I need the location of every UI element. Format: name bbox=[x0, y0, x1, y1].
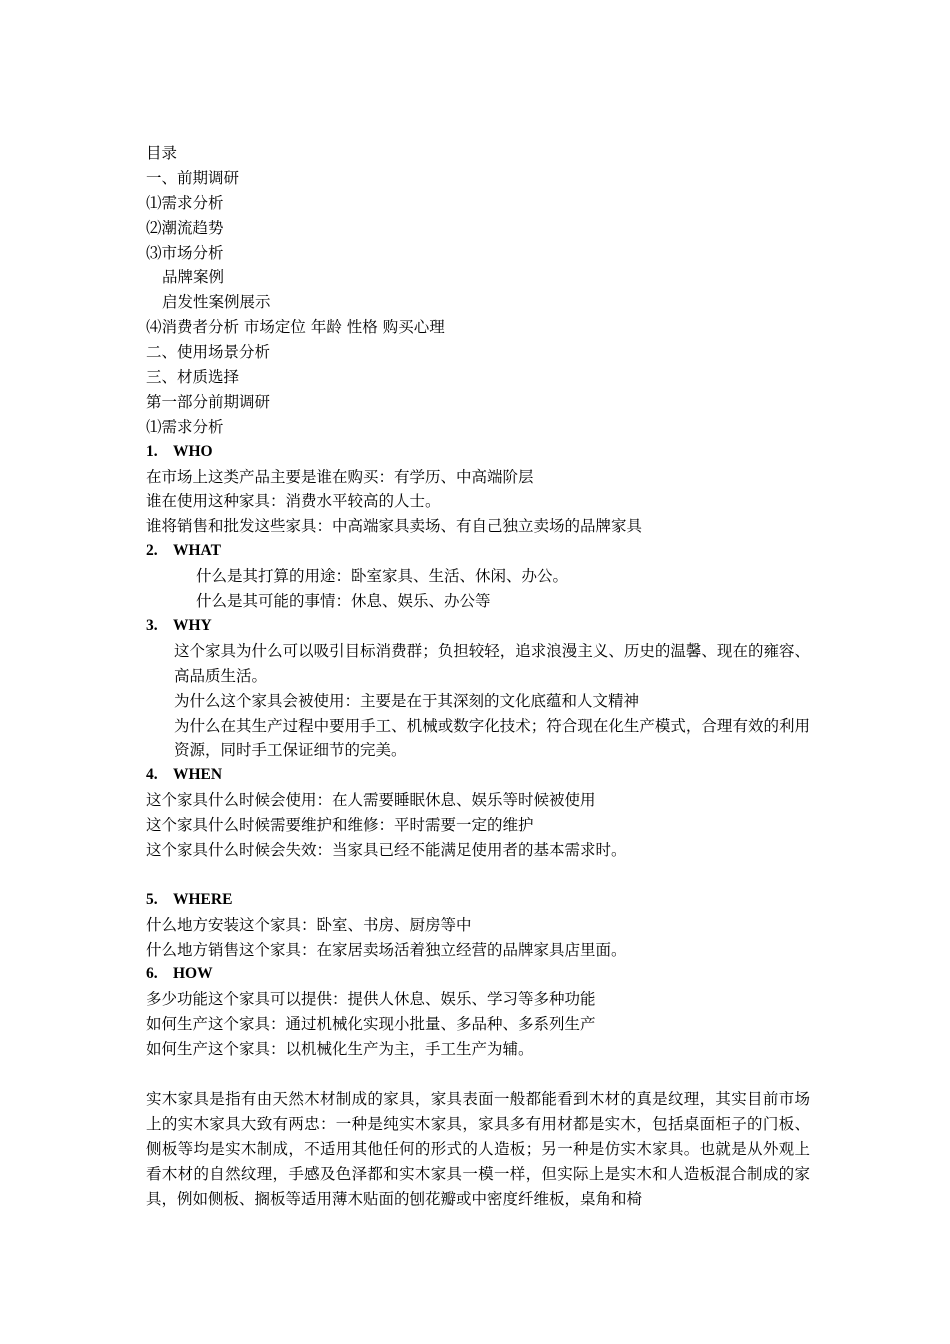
section-number: 2. bbox=[146, 542, 158, 560]
section-number: 3. bbox=[146, 616, 158, 634]
section-line: 为什么这个家具会被使用：主要是在于其深刻的文化底蕴和人文精神 bbox=[174, 691, 640, 710]
section-line: 这个家具什么时候需要维护和维修：平时需要一定的维护 bbox=[146, 816, 534, 835]
section-paragraph: 为什么在其生产过程中要用手工、机械或数字化技术；符合现在化生产模式，合理有效的利用资源，同时手工保证细节的完美。 bbox=[174, 716, 810, 760]
toc-item: 品牌案例 bbox=[162, 268, 225, 287]
section-title: WHAT bbox=[173, 542, 221, 560]
section-line: 这个家具什么时候会使用：在人需要睡眠休息、娱乐等时候被使用 bbox=[146, 791, 596, 810]
toc-item: ⑶市场分析 bbox=[146, 243, 224, 262]
section-line: 什么地方安装这个家具：卧室、书房、厨房等中 bbox=[146, 915, 472, 934]
section-number: 5. bbox=[146, 890, 158, 908]
section-title: WHEN bbox=[173, 766, 223, 784]
section-heading-how bbox=[146, 962, 810, 987]
section-line: 谁在使用这种家具：消费水平较高的人士。 bbox=[146, 492, 441, 511]
toc-item: ⑵潮流趋势 bbox=[146, 218, 224, 237]
section-heading-when bbox=[146, 763, 810, 788]
toc-item: 三、材质选择 bbox=[146, 368, 240, 387]
section-title: HOW bbox=[173, 965, 213, 983]
toc-title: 目录 bbox=[146, 144, 178, 162]
section-line: 什么是其打算的用途：卧室家具、生活、休闲、办公。 bbox=[196, 567, 569, 586]
section-paragraph: 这个家具为什么可以吸引目标消费群；负担较轻，追求浪漫主义、历史的温馨、现在的雍容、高品质生活。 bbox=[174, 641, 810, 685]
section-number: 4. bbox=[146, 766, 158, 784]
section-line: 什么是其可能的事情：休息、娱乐、办公等 bbox=[196, 592, 491, 611]
section-heading-why bbox=[146, 614, 810, 639]
section-line: 什么地方销售这个家具：在家居卖场活着独立经营的品牌家具店里面。 bbox=[146, 940, 627, 959]
section-number: 6. bbox=[146, 965, 158, 983]
section-line: 这个家具什么时候会失效：当家具已经不能满足使用者的基本需求时。 bbox=[146, 841, 627, 859]
toc-item: ⑴需求分析 bbox=[146, 193, 224, 212]
toc-item: ⑷消费者分析 市场定位 年龄 性格 购买心理 bbox=[146, 318, 445, 337]
section-title: WHO bbox=[173, 442, 213, 460]
toc-item: 一、前期调研 bbox=[146, 168, 240, 187]
section-title: WHERE bbox=[173, 890, 233, 908]
section-line: 如何生产这个家具：通过机械化实现小批量、多品种、多系列生产 bbox=[146, 1015, 596, 1034]
blank-line bbox=[0, 863, 950, 888]
section-line: 如何生产这个家具：以机械化生产为主，手工生产为辅。 bbox=[146, 1040, 534, 1059]
section-line: 谁将销售和批发这些家具：中高端家具卖场、有自己独立卖场的品牌家具 bbox=[146, 517, 643, 536]
blank-line bbox=[0, 1062, 950, 1087]
section-line: 在市场上这类产品主要是谁在购买：有学历、中高端阶层 bbox=[146, 467, 534, 486]
toc-item: 二、使用场景分析 bbox=[146, 343, 271, 362]
section-number: 1. bbox=[146, 442, 158, 460]
part-subtitle: ⑴需求分析 bbox=[146, 417, 224, 436]
section-heading-where bbox=[146, 888, 810, 913]
section-heading-what bbox=[146, 539, 810, 564]
section-heading-who bbox=[146, 440, 810, 465]
part-title: 第一部分前期调研 bbox=[146, 392, 271, 411]
toc-item: 启发性案例展示 bbox=[162, 293, 271, 312]
section-title: WHY bbox=[173, 616, 212, 634]
section-line: 多少功能这个家具可以提供：提供人休息、娱乐、学习等多种功能 bbox=[146, 990, 596, 1009]
body-paragraph: 实木家具是指有由天然木材制成的家具，家具表面一般都能看到木材的真是纹理，其实目前市场上的实木家具大致有两忠：一种是纯实木家具，家具多有用材都是实木，包括桌面柜子的门板、侧板等均是实木制成，不适用其他任何的形式的人造板；另一种是仿实木家具。也就是从外观上看木材的自然纹理，手感及色泽都和实木家具一模一样，但实际上是实木和人造板混合制成的家具，例如侧板、搁板等适用薄木贴面的刨花瓣或中密度纤维板，桌角和椅 bbox=[146, 1089, 810, 1208]
